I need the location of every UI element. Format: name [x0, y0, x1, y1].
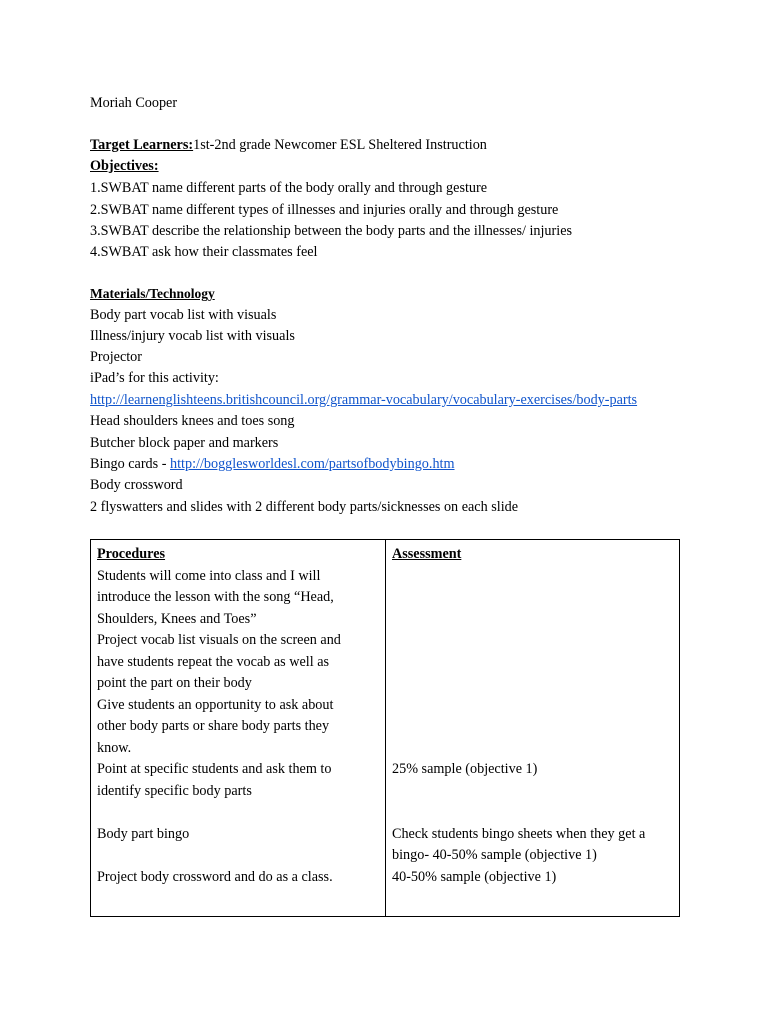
material-item: Head shoulders knees and toes song	[90, 413, 295, 429]
procedure-line	[97, 802, 379, 824]
material-item: Body part vocab list with visuals	[90, 307, 277, 323]
procedure-line: identify specific body parts	[97, 782, 252, 799]
material-item: 2 flyswatters and slides with 2 different body parts/sicknesses on each slide	[90, 499, 519, 515]
objectives-heading: Objectives:	[90, 158, 159, 174]
procedure-line: Project body crossword and do as a class.	[97, 868, 333, 885]
procedure-line: Give students an opportunity to ask about	[97, 696, 334, 713]
procedure-line: introduce the lesson with the song “Head,	[97, 589, 334, 605]
procedure-line: Body part bingo	[97, 825, 190, 842]
material-item: Body crossword	[90, 477, 183, 493]
procedure-line: know.	[97, 739, 132, 756]
assessment-lines	[392, 566, 673, 889]
material-item: Butcher block paper and markers	[90, 435, 279, 451]
assessment-line: Check students bingo sheets when they get a	[392, 825, 646, 842]
body-parts-exercise-link[interactable]: http://learnenglishteens.britishcouncil.org/grammar-vocabulary/vocabulary-exercises/body-parts	[90, 392, 638, 408]
target-learners-line	[90, 136, 487, 154]
assessment-line: 40-50% sample (objective 1)	[392, 868, 557, 885]
assessment-line: bingo- 40-50% sample (objective 1)	[392, 847, 597, 863]
procedures-lines	[97, 566, 379, 889]
assessment-line	[392, 566, 673, 588]
assessment-line	[392, 738, 673, 760]
assessment-header: Assessment	[392, 546, 462, 562]
assessment-line	[392, 609, 673, 631]
objective-item: 3.SWBAT describe the relationship between the body parts and the illnesses/ injuries	[90, 223, 573, 239]
assessment-line	[392, 695, 673, 717]
assessment-line	[392, 716, 673, 738]
material-item: Illness/injury vocab list with visuals	[90, 328, 295, 344]
material-item: iPad’s for this activity:	[90, 370, 219, 386]
procedure-line: Project vocab list visuals on the screen and	[97, 632, 341, 648]
bingo-cards-line	[90, 455, 455, 473]
objective-item: 2.SWBAT name different types of illnesses and injuries orally and through gesture	[90, 202, 559, 218]
objective-item: 4.SWBAT ask how their classmates feel	[90, 244, 318, 260]
materials-heading: Materials/Technology	[90, 286, 215, 301]
target-learners-value: 1st-2nd grade Newcomer ESL Sheltered Instruction	[193, 137, 487, 153]
assessment-line	[392, 630, 673, 652]
material-item: Projector	[90, 349, 143, 365]
procedures-column	[91, 540, 386, 917]
procedure-line	[97, 845, 379, 867]
objective-item: 1.SWBAT name different parts of the body orally and through gesture	[90, 180, 488, 196]
procedure-line: Students will come into class and I will	[97, 567, 321, 584]
assessment-line	[392, 802, 673, 824]
assessment-line	[392, 587, 673, 609]
target-learners-label: Target Learners:	[90, 137, 194, 153]
procedure-line: point the part on their body	[97, 675, 252, 691]
assessment-line	[392, 781, 673, 803]
procedure-line: other body parts or share body parts they	[97, 718, 330, 734]
procedure-line: Shoulders, Knees and Toes”	[97, 610, 257, 627]
procedures-assessment-table	[90, 539, 680, 917]
assessment-line	[392, 652, 673, 674]
author-name: Moriah Cooper	[90, 95, 178, 111]
assessment-line	[392, 673, 673, 695]
assessment-column	[386, 540, 680, 917]
procedure-line: Point at specific students and ask them to	[97, 761, 332, 777]
procedures-header: Procedures	[97, 546, 166, 562]
material-item: Bingo cards -	[90, 456, 170, 472]
procedure-line: have students repeat the vocab as well as	[97, 653, 330, 670]
bingo-cards-link[interactable]: http://bogglesworldesl.com/partsofbodybingo.htm	[170, 456, 455, 472]
assessment-line: 25% sample (objective 1)	[392, 761, 538, 777]
